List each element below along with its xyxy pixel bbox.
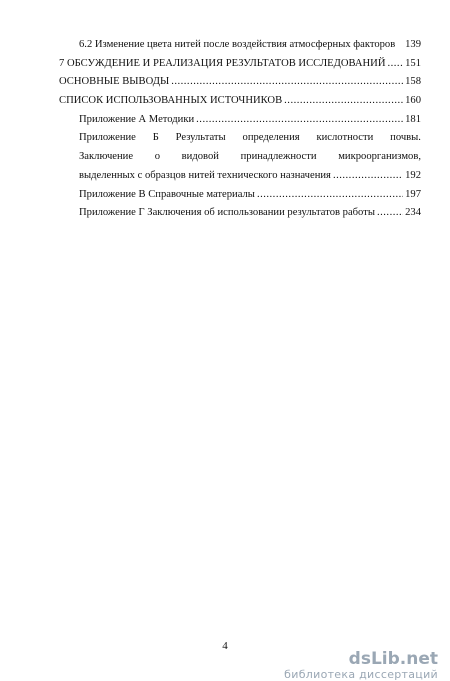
- toc-entry-line-1: [59, 129, 421, 148]
- toc-entry-page: 151: [405, 57, 421, 69]
- table-of-contents: [59, 36, 421, 223]
- toc-entry-page: 234: [405, 207, 421, 219]
- toc-word: Б: [152, 132, 159, 144]
- toc-leader-dots: [257, 186, 403, 205]
- toc-word: Заключение: [79, 151, 134, 163]
- toc-leader-dots: [377, 204, 403, 223]
- toc-leader-dots: [387, 55, 403, 74]
- toc-entry-title: выделенных с образцов нитей технического назначения: [79, 169, 331, 181]
- toc-entry-title: Приложение Г Заключения об использовании результатов работы: [79, 207, 375, 219]
- watermark: [284, 650, 438, 681]
- toc-leader-dots: [284, 92, 403, 111]
- toc-entry: [59, 111, 421, 130]
- watermark-logo: dsLib.net: [348, 649, 438, 669]
- toc-entry-page: 160: [405, 95, 421, 107]
- toc-word: Результаты: [175, 132, 226, 144]
- toc-word: принадлежности: [240, 151, 317, 163]
- toc-entry: [59, 73, 421, 92]
- toc-leader-dots: [196, 111, 403, 130]
- toc-word: видовой: [181, 151, 219, 163]
- toc-entry-title: 7 ОБСУЖДЕНИЕ И РЕАЛИЗАЦИЯ РЕЗУЛЬТАТОВ ИССЛЕДОВАНИЙ: [59, 57, 386, 69]
- watermark-subtitle: библиотека диссертаций: [284, 668, 438, 681]
- toc-entry: [59, 92, 421, 111]
- toc-entry-title: СПИСОК ИСПОЛЬЗОВАННЫХ ИСТОЧНИКОВ: [59, 95, 283, 107]
- toc-word: определения: [242, 132, 300, 144]
- toc-entry-page: 158: [405, 76, 421, 88]
- toc-word: Приложение: [79, 132, 136, 144]
- toc-entry-line-2: [59, 148, 421, 167]
- toc-leader-dots: [171, 73, 403, 92]
- toc-entry-page: 192: [405, 169, 421, 181]
- page-number: 4: [222, 640, 228, 652]
- toc-entry: [59, 55, 421, 74]
- toc-entry-title: Приложение В Справочные материалы: [79, 188, 255, 200]
- toc-entry-page: 197: [405, 188, 421, 200]
- toc-word: о: [154, 151, 160, 163]
- toc-entry-title: Приложение А Методики: [79, 113, 195, 125]
- toc-entry-title: ОСНОВНЫЕ ВЫВОДЫ: [59, 76, 170, 88]
- toc-leader-dots: [333, 167, 403, 186]
- toc-entry: [59, 186, 421, 205]
- toc-entry: [59, 36, 421, 55]
- toc-entry-title: 6.2 Изменение цвета нитей после воздействия атмосферных факторов: [79, 39, 396, 50]
- toc-word: микроорганизмов,: [338, 151, 421, 163]
- toc-word: кислотности: [316, 132, 374, 144]
- toc-entry-page: 139: [405, 39, 421, 50]
- toc-entry: [59, 167, 421, 186]
- toc-entry-page: 181: [405, 113, 421, 125]
- toc-word: почвы.: [390, 132, 421, 144]
- toc-entry: [59, 204, 421, 223]
